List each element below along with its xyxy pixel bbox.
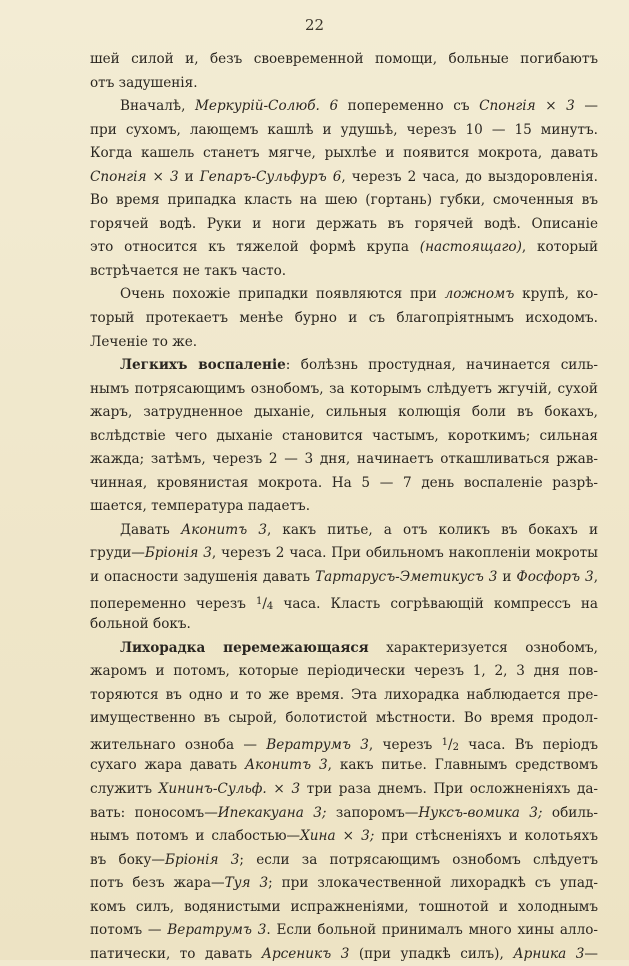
- page-text: [90, 48, 598, 966]
- text-line: служитъ Хининъ-Сульф. × 3 три раза днемъ. При осложненіяхъ да-: [90, 780, 599, 797]
- text-line: вслѣдствіе чего дыханіе становится частымъ, короткимъ; сильная: [90, 427, 598, 444]
- text-line: Очень похожіе припадки появляются при ложномъ крупѣ, ко-: [120, 286, 598, 303]
- text-line: попеременно черезъ $^1$/4 часа. Класть согрѣвающій компрессъ на: [90, 595, 598, 612]
- text-line: Лихорадка перемежающаяся характеризуется ознобомъ,: [120, 639, 598, 656]
- text-line: Когда кашель станетъ мягче, рыхлѣе и появится мокрота, давать: [90, 145, 598, 162]
- text-line: жажда; затѣмъ, черезъ 2 — 3 дня, начинаетъ откашливаться ржав-: [90, 451, 598, 468]
- text-line: жаромъ и потомъ, которые періодически черезъ 1, 2, 3 дня пов-: [90, 663, 598, 680]
- text-line: жаръ, затрудненное дыханіе, сильныя колющія боли въ бокахъ,: [90, 404, 598, 421]
- text-line: Вначалѣ, Меркурій-Солюб. 6 попеременно съ Спонгія × 3 —: [120, 98, 598, 115]
- text-line: шается, температура падаетъ.: [90, 498, 311, 515]
- text-line: чинная, кровянистая мокрота. На 5 — 7 день воспаленіе разрѣ-: [90, 474, 598, 491]
- text-line: встрѣчается не такъ часто.: [90, 262, 287, 279]
- text-line: больной бокъ.: [90, 616, 191, 633]
- text-line: имущественно въ сырой, болотистой мѣстности. Во время продол-: [90, 710, 598, 727]
- text-line: груди—Бріонія 3, черезъ 2 часа. При обильномъ накопленіи мокроты: [90, 545, 598, 562]
- text-line: нымъ потрясающимъ ознобомъ, за которымъ слѣдуетъ жгучій, сухой: [90, 380, 598, 397]
- text-line: нымъ потомъ и слабостью—Хина × 3; при стѣсненіяхъ и колотьяхъ: [90, 828, 598, 845]
- text-line: Легкихъ воспаленіе: болѣзнь простудная, начинается силь-: [120, 357, 598, 374]
- text-line: горячей водѣ. Руки и ноги держать въ горячей водѣ. Описаніе: [90, 215, 598, 232]
- text-line: Леченіе то же.: [90, 333, 198, 350]
- text-line: жительнаго озноба — Вератрумъ 3, черезъ $^1$/2 часа. Въ періодъ: [90, 736, 599, 753]
- text-line: потомъ — Вератрумъ 3. Если больной принималъ много хины алло-: [90, 922, 598, 939]
- text-line: это относится къ тяжелой формѣ крупа (настоящаго), который: [90, 239, 599, 256]
- text-line: шей силой и, безъ своевременной помощи, больные погибаютъ: [90, 51, 598, 67]
- text-line: патически, то давать Арсеникъ 3 (при упадкѣ силъ), Арника 3—: [90, 945, 599, 962]
- text-line: потъ безъ жара—Туя 3; при злокачественной лихорадкѣ съ упад-: [90, 875, 599, 892]
- text-line: сухаго жара давать Аконитъ 3, какъ питье. Главнымъ средствомъ: [90, 757, 598, 774]
- text-line: торяются въ одно и то же время. Эта лихорадка наблюдается пре-: [90, 686, 598, 703]
- text-line: вать: поносомъ—Ипекакуана 3; запоромъ—Нуксъ-вомика 3; обиль-: [90, 804, 598, 821]
- page-number: 22: [304, 16, 325, 34]
- text-line: торый протекаетъ менѣе бурно и съ благопріятнымъ исходомъ.: [90, 310, 598, 327]
- text-line: комъ силъ, водянистыми испражненіями, тошнотой и холоднымъ: [90, 898, 598, 915]
- text-line: при сухомъ, лающемъ кашлѣ и удушьѣ, черезъ 10 — 15 минутъ.: [90, 121, 598, 138]
- text-line: Во время припадка класть на шею (гортань) губки, смоченныя въ: [90, 192, 598, 209]
- text-line: и опасности задушенія давать Тартарусъ-Эметикусъ 3 и Фосфоръ 3,: [90, 569, 599, 586]
- text-line: отъ задушенія.: [90, 74, 198, 91]
- text-line: въ боку—Бріонія 3; если за потрясающимъ ознобомъ слѣдуетъ: [90, 851, 598, 868]
- text-line: Спонгія × 3 и Гепаръ-Сульфуръ 6, черезъ 2 часа, до выздоровленія.: [90, 168, 598, 185]
- text-line: Давать Аконитъ 3, какъ питье, а отъ коликъ въ бокахъ и: [120, 521, 599, 538]
